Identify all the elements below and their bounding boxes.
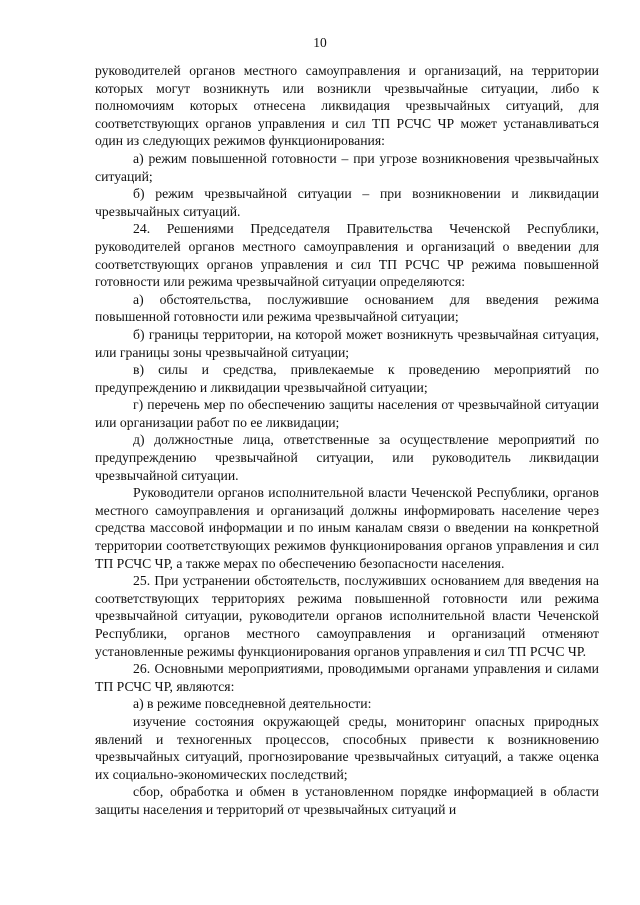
paragraph: 26. Основными мероприятиями, проводимыми органами управления и силами ТП РСЧС ЧР, являются: xyxy=(95,661,599,694)
paragraph: руководителей органов местного самоуправления и организаций, на территории которых могут возникнуть или возникли чрезвычайные ситуации, либо к полномочиям которых отнесена ликвидация чрезвычайных ситуаций, для соответствующих органов управления и сил ТП РСЧС ЧР может устанавливаться один из следующих режимов функционирования: xyxy=(95,63,599,149)
document-body xyxy=(95,62,599,819)
paragraph: 24. Решениями Председателя Правительства Чеченской Республики, руководителей органов местного самоуправления и организаций о введении для соответствующих органов управления и сил ТП РСЧС ЧР режима повышенной готовности или режима чрезвычайной ситуации определяются: xyxy=(95,221,599,290)
paragraph: а) обстоятельства, послужившие основанием для введения режима повышенной готовности или режима чрезвычайной ситуации; xyxy=(95,291,599,325)
paragraph: в) силы и средства, привлекаемые к проведению мероприятий по предупреждению и ликвидации чрезвычайной ситуации; xyxy=(95,362,599,395)
paragraph: б) границы территории, на которой может возникнуть чрезвычайная ситуация, или границы зоны чрезвычайной ситуации; xyxy=(95,326,599,360)
paragraph: г) перечень мер по обеспечению защиты населения от чрезвычайной ситуации или организации работ по ее ликвидации; xyxy=(95,397,599,430)
paragraph: а) режим повышенной готовности – при угрозе возникновения чрезвычайных ситуаций; xyxy=(95,150,599,184)
paragraph: изучение состояния окружающей среды, мониторинг опасных природных явлений и техногенных процессов, способных привести к возникновению чрезвычайных ситуаций, прогнозирование чрезвычайных ситуаций, а также оценка их социально-экономических последствий; xyxy=(95,713,599,782)
paragraph: Руководители органов исполнительной власти Чеченской Республики, органов местного самоуправления и организаций должны информировать население через средства массовой информации и по иным каналам связи о введении на конкретной территории соответствующих режимов функционирования органов управления и сил ТП РСЧС ЧР, а также мерах по обеспечению безопасности населения. xyxy=(95,485,599,571)
paragraph: сбор, обработка и обмен в установленном порядке информацией в области защиты населения и территорий от чрезвычайных ситуаций и xyxy=(95,784,599,817)
paragraph: б) режим чрезвычайной ситуации – при возникновении и ликвидации чрезвычайных ситуаций. xyxy=(95,186,599,219)
paragraph: д) должностные лица, ответственные за осуществление мероприятий по предупреждению чрезвычайной ситуации, или руководитель ликвидации чрезвычайной ситуации. xyxy=(95,432,599,483)
paragraph: а) в режиме повседневной деятельности: xyxy=(133,696,372,712)
paragraph: 25. При устранении обстоятельств, послуживших основанием для введения на соответствующих территориях режима повышенной готовности или режима чрезвычайной ситуации, руководители органов исполнительной власти Чеченской Республики, органов местного самоуправления и организаций отменяют установленные режимы функционирования органов управления и сил ТП РСЧС ЧР. xyxy=(95,573,599,659)
page-number: 10 xyxy=(313,35,327,50)
